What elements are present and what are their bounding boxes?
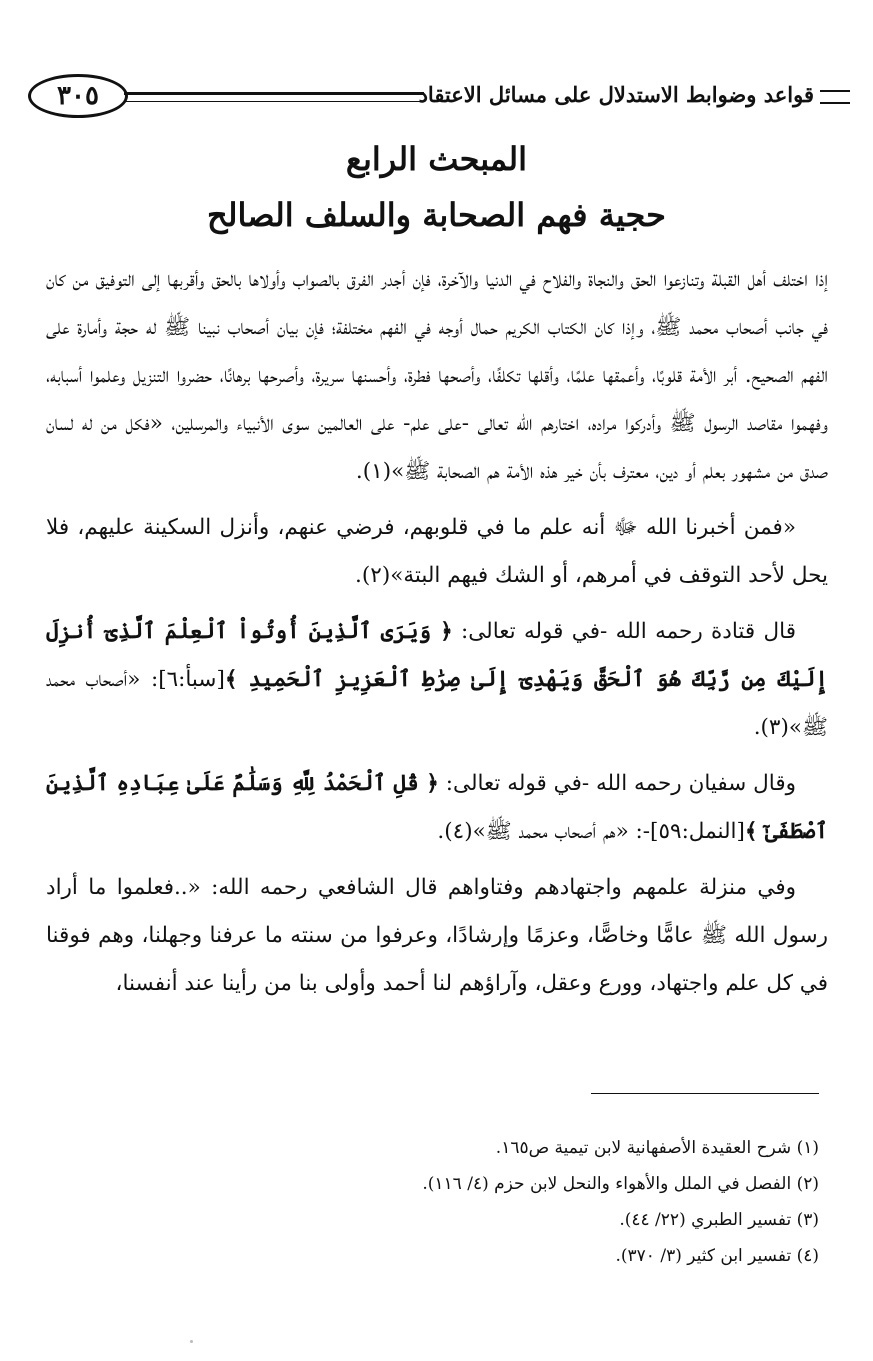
- quran-verse-2: ﴿ قُلِ ٱلْحَمْدُ لِلَّهِ وَسَلَٰمٌ عَلَىٰ عِبَادِهِ ٱلَّذِينَ ٱصْطَفَىٰٓ ﴾: [46, 771, 828, 844]
- paragraph-3-intro: قال قتادة رحمه الله -في قوله تعالى:: [452, 619, 796, 644]
- scan-speck: [190, 1340, 193, 1343]
- footnote-1: (١) شرح العقيدة الأصفهانية لابن تيمية ص١٦٥.: [495, 1138, 819, 1158]
- paragraph-4: [46, 760, 828, 856]
- page-header: [28, 66, 850, 130]
- paragraph-1: إذا اختلف أهل القبلة وتنازعوا الحق والنجاة والفلاح في الدنيا والآخرة، فإن أجدر الفرق بالصواب وأولاها بالحق وأقربها إلى التوفيق من كان في جانب أصحاب محمد ﷺ، وإذا كان الكتاب الكريم حمال أوجه في الفهم مختلفة؛ فإن بيان أصحاب نبينا ﷺ له حجة وأمارة على الفهم الصحيح. أبر الأمة قلوبًا، وأعمقها علمًا، وأقلها تكلفًا، وأصحها فطرة، وأحسنها سريرة، وأصرحها برهانًا، حضروا التنزيل وعلموا أسبابه، وفهموا مقاصد الرسول ﷺ وأدركوا مراده، اختارهم الله تعالى -على علم- على العالمين سوى الأنبياء والمرسلين، «فكل من له لسان صدق من مشهور بعلم أو دين، معترف بأن خير هذه الأمة هم الصحابة ﷺ»(١).: [46, 267, 828, 484]
- running-title: قواعد وضوابط الاستدلال على مسائل الاعتقاد: [418, 82, 814, 107]
- footnote-separator: [591, 1093, 819, 1094]
- header-ornament: [820, 90, 850, 104]
- footnote-3: (٣) تفسير الطبري (٢٢/ ٤٤).: [619, 1210, 819, 1230]
- body-text: [46, 256, 828, 1016]
- footnotes: [59, 1130, 819, 1274]
- quran-verse-1: ﴿ وَيَرَى ٱلَّذِينَ أُوتُواْ ٱلْعِلْمَ ٱلَّذِىٓ أُنزِلَ إِلَيْكَ مِن رَّبِّكَ هُوَ ٱلْحَقَّ وَيَهْدِىٓ إِلَىٰ صِرَٰطِ ٱلْعَزِيزِ ٱلْحَمِيدِ ﴾: [46, 619, 828, 692]
- header-rule: [124, 92, 424, 102]
- paragraph-3-rest: [سبأ:٦]: «أصحاب محمد ﷺ»(٣).: [46, 667, 828, 740]
- paragraph-2: «فمن أخبرنا الله ﷻ أنه علم ما في قلوبهم، فرضي عنهم، وأنزل السكينة عليهم، فلا يحل لأحد التوقف في أمرهم، أو الشك فيهم البتة»(٢).: [46, 515, 828, 588]
- paragraph-4-rest: [النمل:٥٩]-: «هم أصحاب محمد ﷺ»(٤).: [437, 819, 745, 844]
- footnote-2: (٢) الفصل في الملل والأهواء والنحل لابن حزم (٤/ ١١٦).: [422, 1174, 819, 1194]
- paragraph-4-intro: وقال سفيان رحمه الله -في قوله تعالى:: [438, 771, 796, 796]
- footnote-4: (٤) تفسير ابن كثير (٣/ ٣٧٠).: [615, 1246, 819, 1266]
- paragraph-5: وفي منزلة علمهم واجتهادهم وفتاواهم قال الشافعي رحمه الله: «..فعلموا ما أراد رسول الله ﷺ عامًّا وخاصًّا، وعزمًا وإرشادًا، وعرفوا من سنته ما عرفنا وجهلنا، وهم فوقنا في كل علم واجتهاد، وورع وعقل، وآراؤهم لنا أحمد وأولى بنا من رأينا عند أنفسنا،: [46, 875, 828, 996]
- paragraph-3: [46, 608, 828, 752]
- section-title: حجية فهم الصحابة والسلف الصالح: [207, 196, 666, 234]
- page-number: ٣٠٥: [28, 74, 128, 118]
- section-heading: المبحث الرابع: [345, 140, 528, 178]
